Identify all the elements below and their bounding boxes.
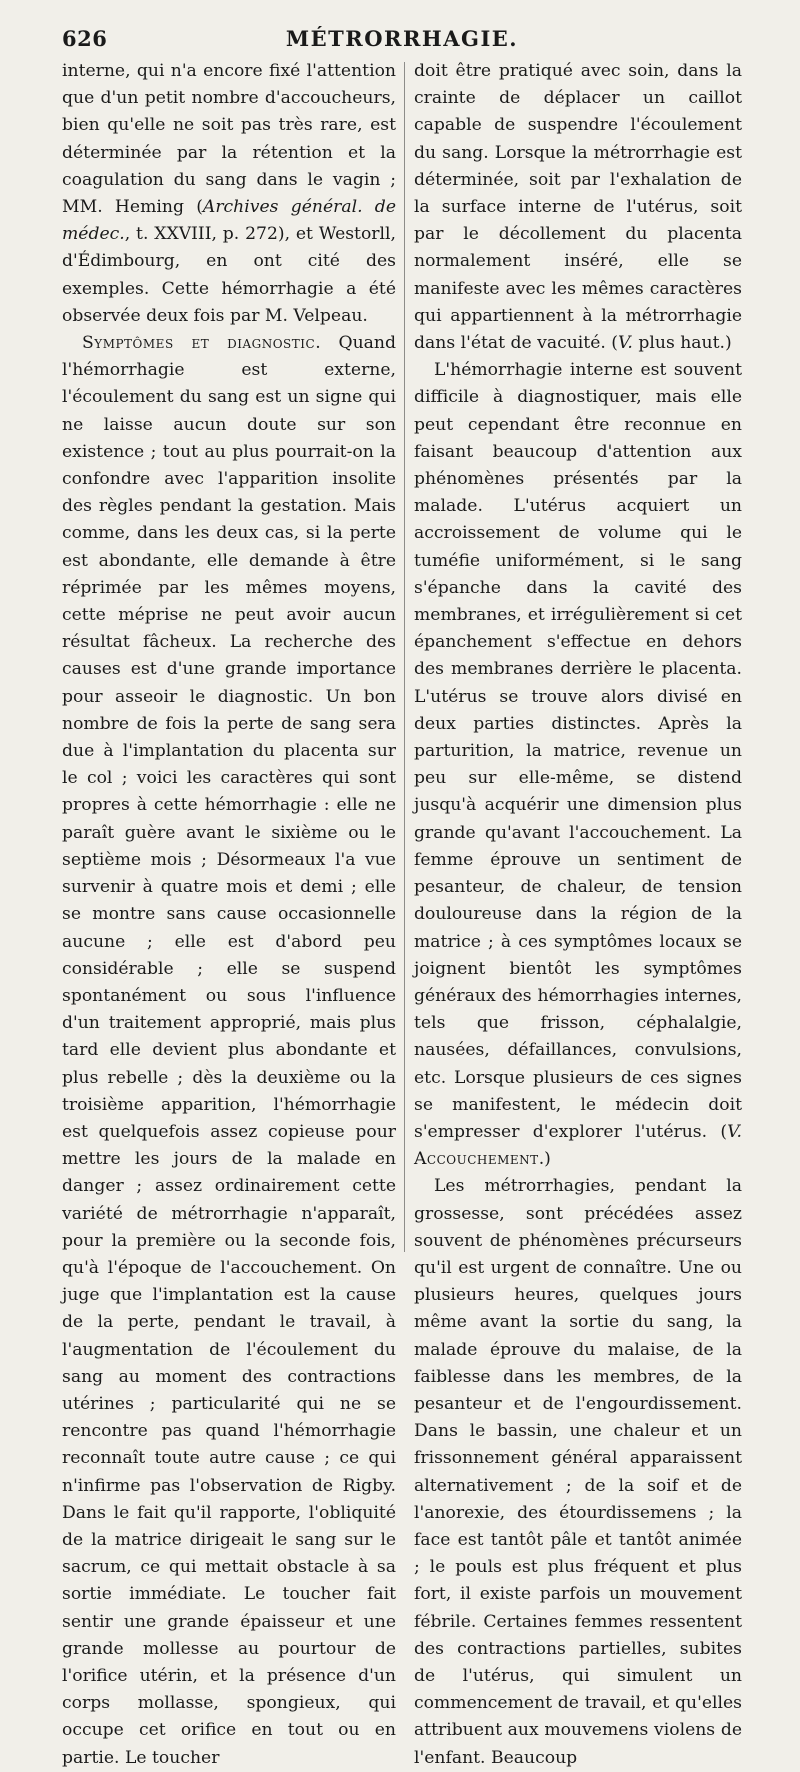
right-paragraph-2	[414, 357, 742, 1173]
left-paragraph-1-text: interne, qui n'a encore fixé l'attention que d'un petit nombre d'accoucheurs, bien qu'elle ne soit pas très rare, est déterminée par la rétention et la coagulation du sang dans le vagin ; MM. Heming (	[62, 61, 396, 218]
running-title: MÉTRORRHAGIE.	[285, 26, 519, 51]
right-paragraph-1	[414, 58, 742, 357]
right-column	[414, 58, 742, 1768]
cross-reference-1: V.	[618, 333, 633, 354]
right-paragraph-3-text: Les métrorrhagies, pendant la grossesse, sont précédées assez souvent de phénomènes précurseurs qu'il est urgent de connaître. Une ou plusieurs heures, quelques jours même avant la sortie du sang, la malade éprouve du malaise, de la faiblesse dans les membres, de la pesanteur et de l'engourdissement. Dans le bassin, une chaleur et un frissonnement général apparaissent alternativement ; de la soif et de l'anorexie, des étourdissemens ; la face est tantôt pâle et tantôt animée ; le pouls est plus fréquent et plus fort, il existe parfois un mouvement fébrile. Certaines femmes ressentent des contractions partielles, subites de l'utérus, qui simulent un commencement de travail, et qu'elles attribuent aux mouvemens violens de l'enfant. Beaucoup	[414, 1176, 742, 1768]
citation-title: Archives général. de médec.	[62, 197, 396, 245]
cross-reference-2: V.	[727, 1121, 742, 1142]
right-paragraph-2-text: L'hémorrhagie interne est souvent difficile à diagnostiquer, mais elle peut cependant être reconnue en faisant beaucoup d'attention aux phénomènes présentés par la malade. L'utérus acquiert un accroissement de volume qui le tuméfie uniformément, si le sang s'épanche dans la cavité des membranes, et irrégulièrement si cet épanchement s'effectue en dehors des membranes derrière le placenta. L'utérus se trouve alors divisé en deux parties distinctes. Après la parturition, la matrice, revenue un peu sur elle-même, se distend jusqu'à acquérir une dimension plus grande qu'avant l'accouchement. La femme éprouve un sentiment de pesanteur, de chaleur, de tension douloureuse dans la région de la matrice ; à ces symptômes locaux se joignent bientôt les symptômes généraux des hémorrhagies internes, tels que frisson, céphalalgie, nausées, défaillances, convulsions, etc. Lorsque plusieurs de ces signes se manifestent, le médecin doit s'empresser d'explorer l'utérus. (	[414, 360, 742, 1142]
right-paragraph-1-end: plus haut.)	[632, 333, 732, 354]
right-paragraph-3	[414, 1173, 742, 1771]
left-paragraph-1-end: , t. XXVIII, p. 272), et Westorll, d'Édimbourg, en ont cité des exemples. Cette hémorrhagie a été observée deux fois par M. Velpeau.	[62, 224, 396, 326]
cross-reference-word: Accouchement	[414, 1149, 539, 1170]
right-paragraph-1-text: doit être pratiqué avec soin, dans la crainte de déplacer un caillot capable de suspendre l'écoulement du sang. Lorsque la métrorrhagie est déterminée, soit par l'exhalation de la surface interne de l'utérus, soit par le décollement du placenta normalement inséré, elle se manifeste avec les mêmes caractères qui appartiennent à la métrorrhagie dans l'état de vacuité. (	[414, 61, 742, 354]
column-divider	[404, 62, 405, 1252]
left-column	[62, 58, 396, 1768]
left-paragraph-1	[62, 58, 396, 330]
page-header	[62, 26, 742, 56]
section-heading-symptomes: Symptômes et diagnostic.	[82, 333, 322, 354]
right-paragraph-2-end: .)	[538, 1149, 551, 1170]
left-paragraph-2-text: Quand l'hémorrhagie est externe, l'écoulement du sang est un signe qui ne laisse aucun doute sur son existence ; tout au plus pourrait-on la confondre avec l'apparition insolite des règles pendant la gestation. Mais comme, dans les deux cas, si la perte est abondante, elle demande à être réprimée par les mêmes moyens, cette méprise ne peut avoir aucun résultat fâcheux. La recherche des causes est d'une grande importance pour asseoir le diagnostic. Un bon nombre de fois la perte de sang sera due à l'implantation du placenta sur le col ; voici les caractères qui sont propres à cette hémorrhagie : elle ne paraît guère avant le sixième ou le septième mois ; Désormeaux l'a vue survenir à quatre mois et demi ; elle se montre sans cause occasionnelle aucune ; elle est d'abord peu considérable ; elle se suspend spontanément ou sous l'influence d'un traitement approprié, mais plus tard elle devient plus abondante et plus rebelle ; dès la deuxième ou la troisième apparition, l'hémorrhagie est quelquefois assez copieuse pour mettre les jours de la malade en danger ; assez ordinairement cette variété de métrorrhagie n'apparaît, pour la première ou la seconde fois, qu'à l'époque de l'accouchement. On juge que l'implantation est la cause de la perte, pendant le travail, à l'augmentation de l'écoulement du sang au moment des contractions utérines ; particularité qui ne se rencontre pas quand l'hémorrhagie reconnaît toute autre cause ; ce qui n'infirme pas l'observation de Rigby. Dans le fait qu'il rapporte, l'obliquité de la matrice dirigeait le sang sur le sacrum, ce qui mettait obstacle à sa sortie immédiate. Le toucher fait sentir une grande épaisseur et une grande mollesse au pourtour de l'orifice utérin, et la présence d'un corps mollasse, spongieux, qui occupe cet orifice en tout ou en partie. Le toucher	[62, 333, 396, 1768]
page-number: 626	[62, 26, 108, 51]
left-paragraph-2	[62, 330, 396, 1772]
